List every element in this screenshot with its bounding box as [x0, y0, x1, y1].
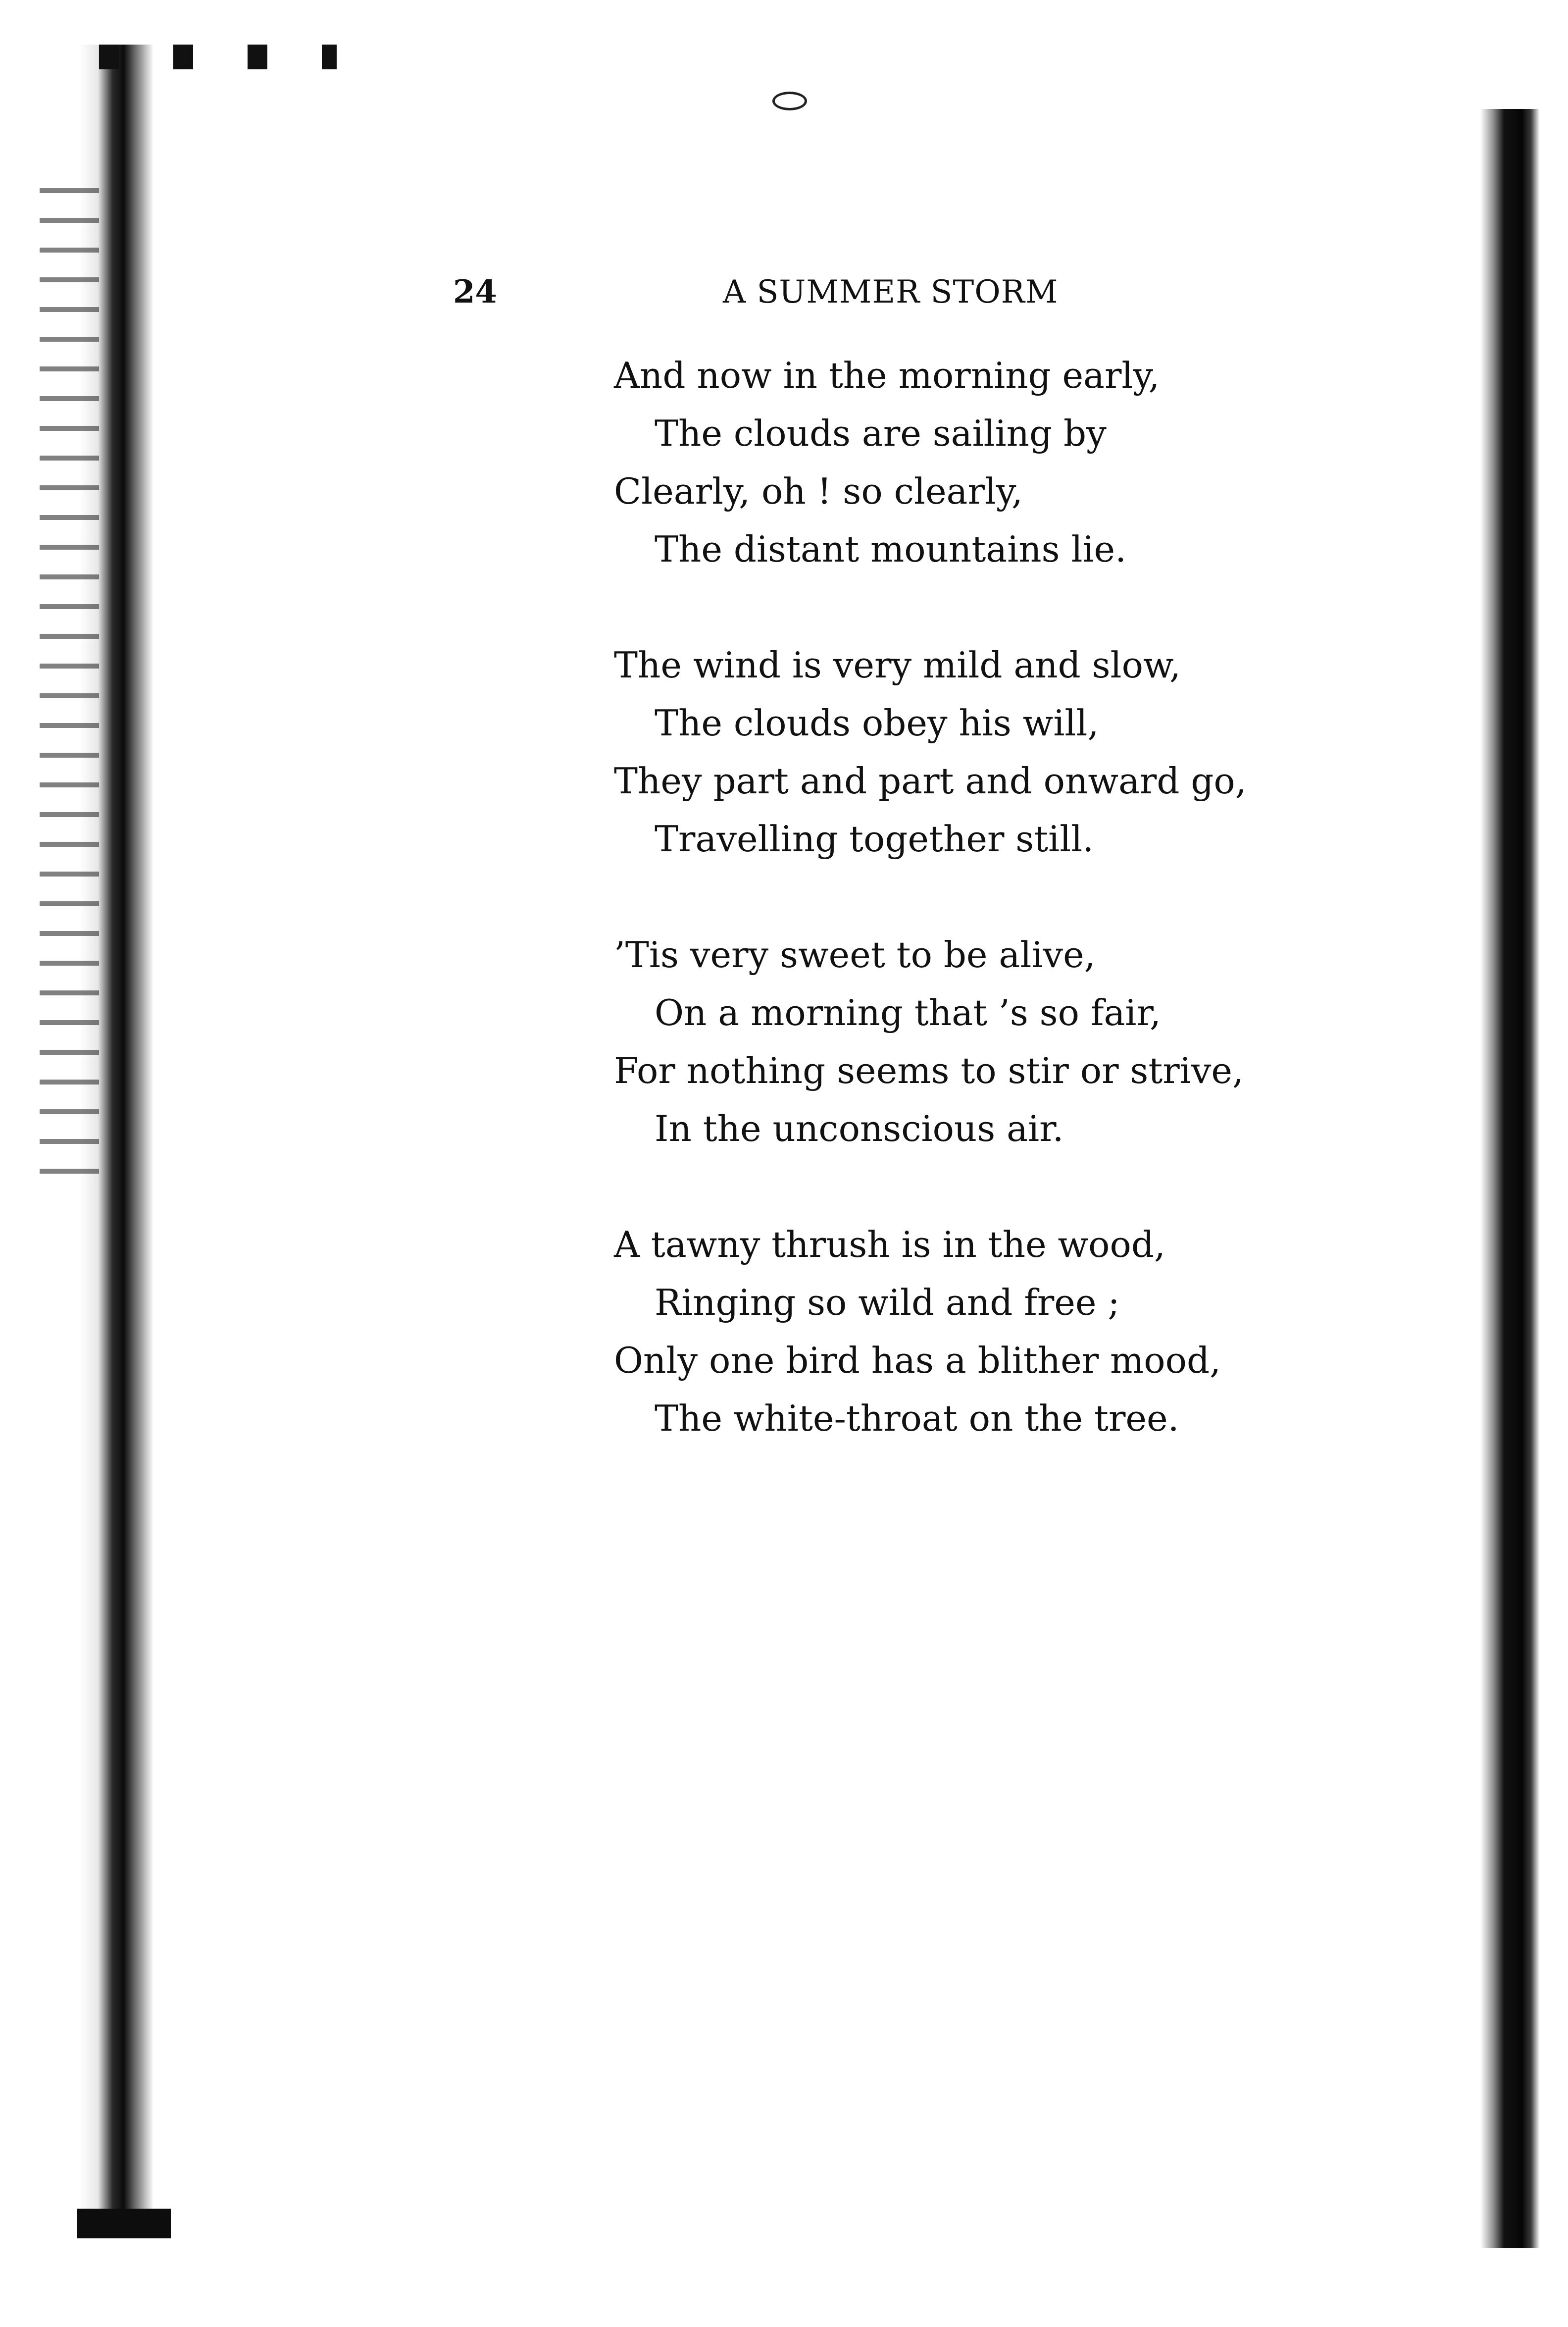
- poem-line: The wind is very mild and slow,: [614, 644, 1181, 686]
- scan-marks-left: [40, 188, 99, 1179]
- poem-line: Only one bird has a blither mood,: [614, 1340, 1221, 1381]
- stanza-4: [614, 1216, 1233, 1448]
- poem-line: The distant mountains lie.: [655, 528, 1127, 570]
- poem: [614, 347, 1247, 1505]
- poem-line: Ringing so wild and free ;: [655, 1282, 1120, 1323]
- poem-line: For nothing seems to stir or strive,: [614, 1050, 1244, 1091]
- page-title: A SUMMER STORM: [723, 274, 1059, 310]
- poem-line: A tawny thrush is in the wood,: [614, 1224, 1165, 1265]
- poem-line: Clearly, oh ! so clearly,: [614, 470, 1023, 512]
- scan-edge-foot: [77, 2209, 171, 2238]
- page-number: 24: [453, 273, 498, 310]
- poem-line: On a morning that ’s so fair,: [655, 992, 1161, 1034]
- stanza-2: [614, 636, 1247, 868]
- scan-marks-top: [99, 45, 337, 69]
- poem-line: The white-throat on the tree.: [655, 1397, 1179, 1439]
- poem-line: Travelling together still.: [655, 818, 1094, 860]
- poem-line: ’Tis very sweet to be alive,: [614, 934, 1096, 976]
- poem-line: The clouds are sailing by: [655, 413, 1107, 454]
- running-head: [453, 270, 1112, 314]
- poem-line: In the unconscious air.: [655, 1108, 1064, 1149]
- stanza-3: [614, 926, 1244, 1158]
- ornament-icon: [772, 92, 807, 110]
- scan-edge-right: [1480, 109, 1540, 2248]
- poem-line: They part and part and onward go,: [614, 760, 1247, 802]
- stanza-1: [614, 347, 1233, 578]
- poem-line: And now in the morning early,: [614, 355, 1160, 396]
- poem-line: The clouds obey his will,: [655, 702, 1099, 744]
